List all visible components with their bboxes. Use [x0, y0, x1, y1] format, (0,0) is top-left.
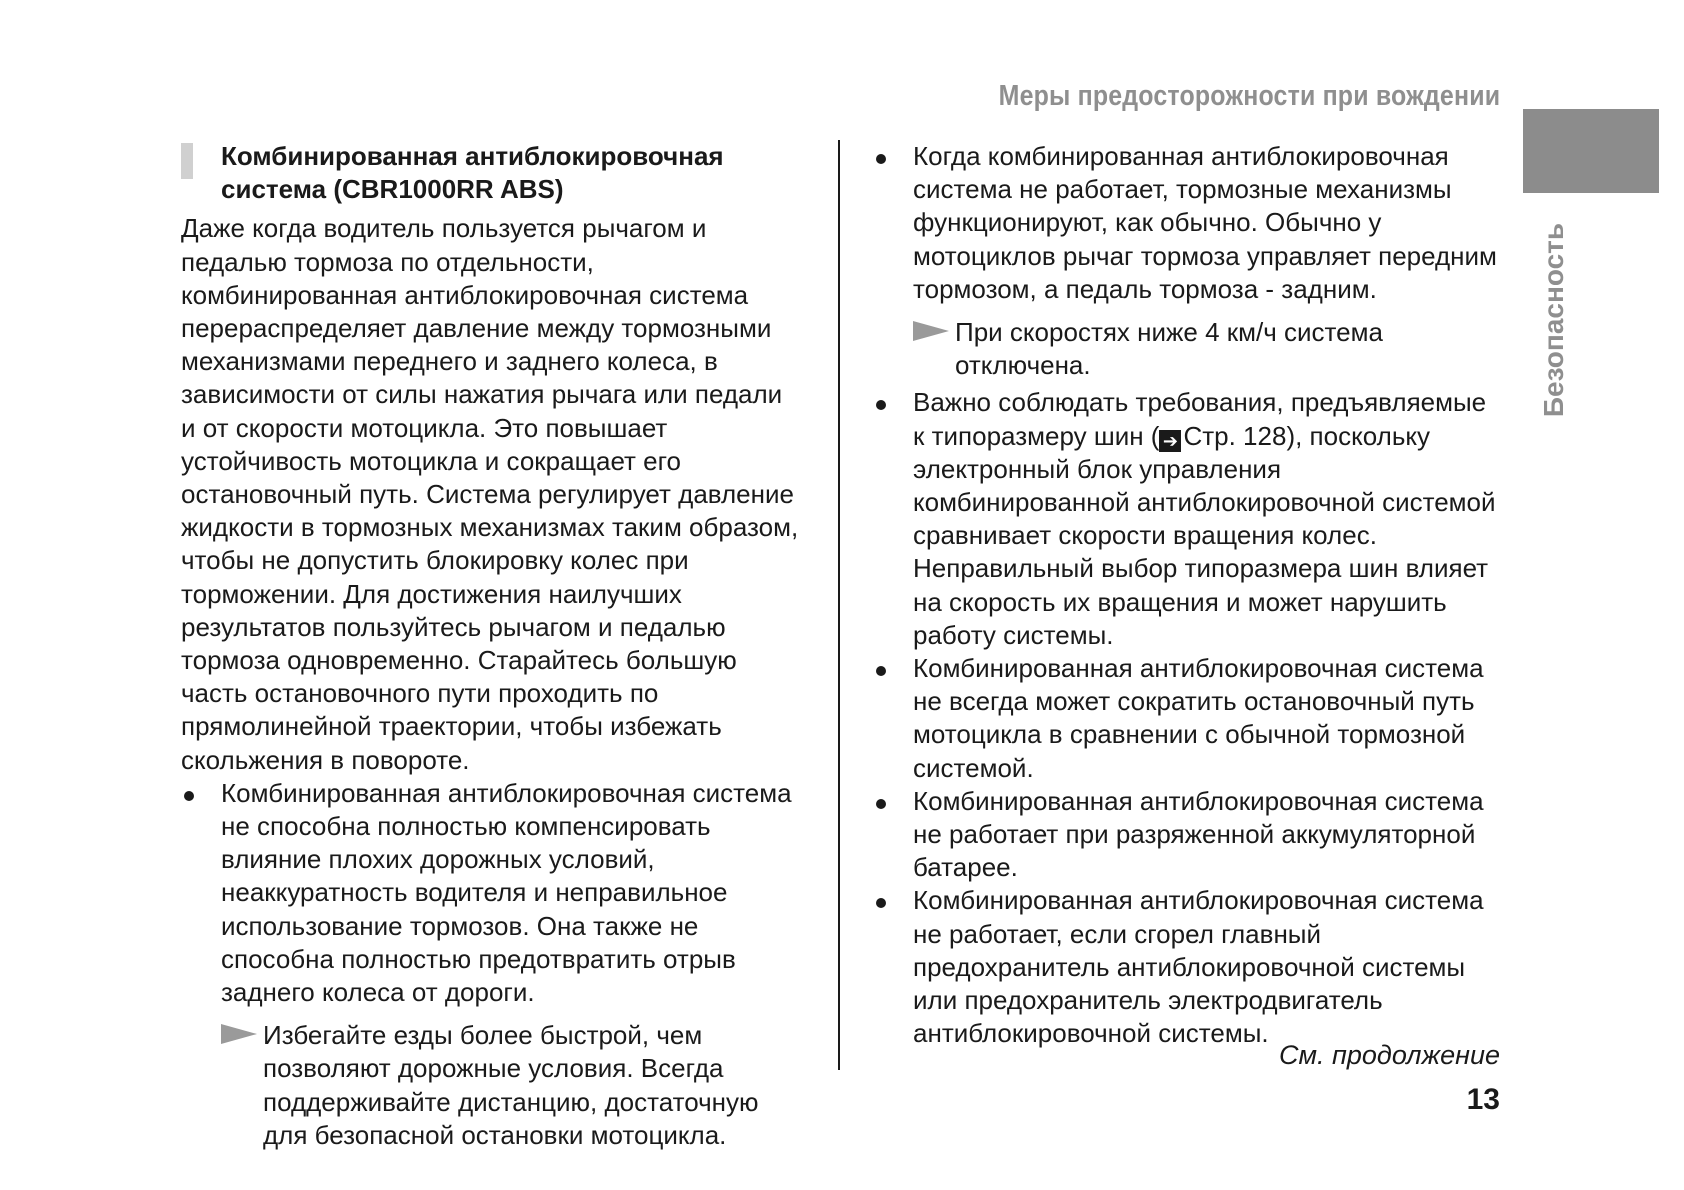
section-heading [181, 140, 801, 206]
bullet-text: Комбинированная антиблокировочная система не способна полностью компенсировать влияние плохих дорожных условий, неаккуратность водителя и неправильное использование тормозов. Она также не способна полностью предотвратить отрыв заднего колеса от дороги. [221, 777, 792, 1008]
bullet-icon [876, 898, 886, 908]
bullet-text-end: ), поскольку электронный блок управления комбинированной антиблокировочной системой сравнивает скорости вращения колес. Неправильный выбор типоразмера шин влияет на скорость их вращения и может нарушить работу системы. [913, 420, 1496, 650]
note-text: Избегайте езды более быстрой, чем позволяют дорожные условия. Всегда поддерживайте дистанцию, достаточную для безопасной остановки мотоцикла. [263, 1020, 759, 1150]
bullet-text-start: Важно соблюдать требования, предъявляемые к типоразмеру шин ( [913, 387, 1487, 451]
section-marker [181, 143, 193, 179]
bullet-icon [876, 154, 886, 164]
note-item [913, 316, 1503, 382]
bullet-text: Комбинированная антиблокировочная система не работает при разряженной аккумуляторной батарее. [913, 785, 1484, 883]
flag-icon [913, 321, 949, 341]
right-column [873, 140, 1503, 1050]
note-item [221, 1019, 801, 1152]
bullet-item [873, 386, 1503, 652]
bullet-item [873, 140, 1503, 306]
bullet-text: Комбинированная антиблокировочная система не работает, если сгорел главный предохранитель антиблокировочной системы или предохранитель электродвигатель антиблокировочной системы. [913, 885, 1484, 1049]
flag-icon [221, 1024, 257, 1044]
bullet-text: Комбинированная антиблокировочная система не всегда может сократить остановочный путь мотоцикла в сравнении с обычной тормозной системой. [913, 653, 1484, 783]
continued-label: См. продолжение [1279, 1040, 1500, 1070]
page-reference[interactable]: Стр. 128 [1183, 420, 1287, 451]
bullet-item [873, 785, 1503, 885]
bullet-item [873, 652, 1503, 785]
note-text: При скоростях ниже 4 км/ч система отключена. [955, 317, 1383, 381]
bullet-icon [876, 400, 886, 410]
running-title: Меры предосторожности при вождении [998, 80, 1500, 112]
bullet-item [181, 777, 801, 1009]
arrow-right-icon: ➔ [1159, 430, 1181, 452]
intro-paragraph: Даже когда водитель пользуется рычагом и педалью тормоза по отдельности, комбинированная антиблокировочная система перераспределяет давление между тормозными механизмами переднего и заднего колеса, в зависимости от силы нажатия рычага или педали и от скорости мотоцикла. Это повышает устойчивость мотоцикла и сокращает его остановочный путь. Система регулирует давление жидкости в тормозных механизмах таким образом, чтобы не допустить блокировку колес при торможении. Для достижения наилучших результатов пользуйтесь рычагом и педалью тормоза одновременно. Старайтесь большую часть остановочного пути проходить по прямолинейной траектории, чтобы избежать скольжения в повороте. [181, 213, 799, 775]
bullet-text: Когда комбинированная антиблокировочная система не работает, тормозные механизмы функционируют, как обычно. Обычно у мотоциклов рычаг тормоза управляет передним тормозом, а педаль тормоза - задним. [913, 141, 1497, 304]
column-divider [838, 140, 840, 1070]
bullet-icon [184, 791, 194, 801]
section-title: Комбинированная антиблокировочная система (CBR1000RR ABS) [221, 141, 724, 205]
page-number: 13 [1466, 1083, 1500, 1116]
side-tab-label: Безопасность [1538, 222, 1569, 418]
bullet-item [873, 884, 1503, 1050]
section-side-tab [1523, 109, 1659, 193]
bullet-icon [876, 799, 886, 809]
left-column [181, 140, 801, 1152]
bullet-icon [876, 666, 886, 676]
